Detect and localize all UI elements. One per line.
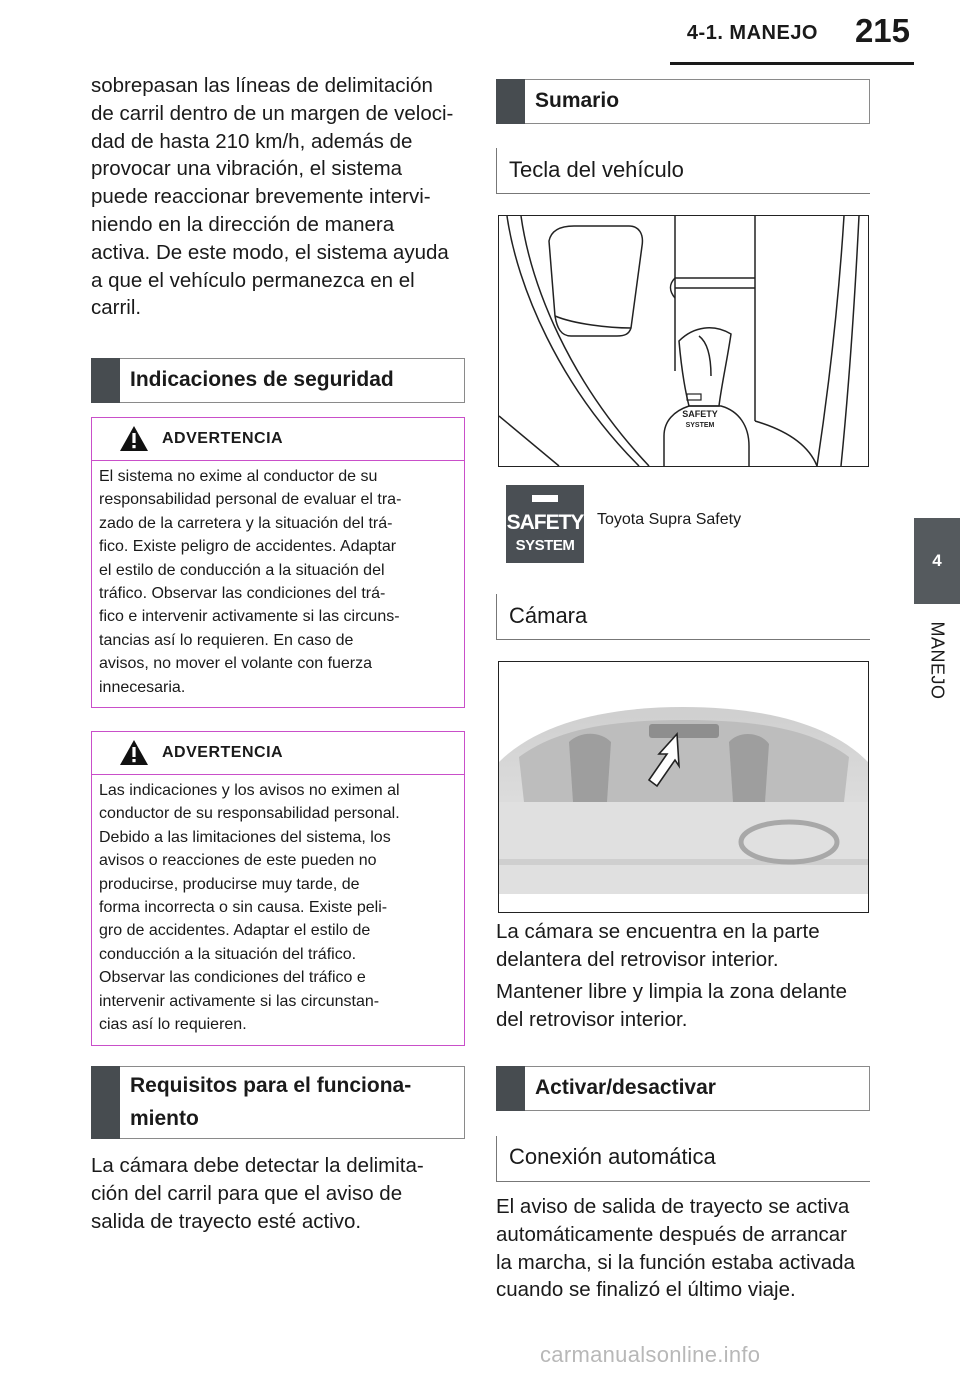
- text-line: responsabilidad personal de evaluar el tra-: [99, 491, 402, 509]
- text-line: sobrepasan las líneas de delimitación: [91, 74, 433, 97]
- subheading-camera: [496, 594, 870, 640]
- button-label-top: SAFETY: [506, 511, 584, 534]
- header-rule: [670, 62, 914, 65]
- warning-header: [92, 418, 464, 461]
- auto-connect-paragraph: [496, 1193, 876, 1304]
- text-line: Observar las condiciones del tráfico e: [99, 969, 366, 987]
- console-button-label-top: SAFETY: [682, 409, 718, 419]
- subheading-text: Tecla del vehículo: [509, 157, 684, 182]
- camera-paragraph-1: [496, 918, 876, 974]
- button-caption: Toyota Supra Safety: [597, 511, 742, 528]
- text-line: automáticamente después de arrancar: [496, 1222, 847, 1246]
- section-heading-text: Activar/desactivar: [535, 1076, 716, 1099]
- camera-paragraph-2: [496, 978, 876, 1034]
- text-line: gro de accidentes. Adaptar el estilo de: [99, 922, 371, 940]
- text-line: conducción a la situación del tráfico.: [99, 945, 357, 963]
- warning-body: [99, 465, 456, 699]
- text-line: de carril dentro de un margen de veloci-: [91, 101, 454, 125]
- subheading-auto-connect: [496, 1136, 870, 1182]
- text-line: del retrovisor interior.: [496, 1007, 688, 1031]
- button-indicator: [532, 495, 558, 502]
- text-line: zado de la carretera y la situación del trá-: [99, 514, 393, 532]
- interior-photo-drawing: [499, 662, 868, 912]
- text-line: fico. Existe peligro de accidentes. Adaptar: [99, 538, 397, 556]
- section-heading-bar: [91, 358, 120, 403]
- text-line: activa. De este modo, el sistema ayuda: [91, 240, 449, 264]
- text-line: tráfico. Observar las condiciones del trá-: [99, 585, 386, 603]
- console-drawing: [499, 216, 868, 466]
- text-line: puede reaccionar brevemente intervi-: [91, 185, 431, 209]
- console-button-label-bottom: SYSTEM: [685, 422, 715, 429]
- text-line: Debido a las limitaciones del sistema, los: [99, 828, 391, 846]
- text-line: provocar una vibración, el sistema: [91, 157, 403, 181]
- section-heading-bar: [496, 79, 525, 124]
- chapter-tab-label-text: MANEJO: [927, 620, 948, 700]
- subheading-text: Conexión automática: [509, 1144, 716, 1169]
- section-heading-bar: [496, 1066, 525, 1111]
- warning-triangle-icon: [119, 425, 149, 452]
- section-heading-safety: [91, 358, 465, 403]
- warning-title: ADVERTENCIA: [162, 430, 284, 447]
- text-line: La cámara se encuentra en la parte: [496, 920, 820, 943]
- chapter-tab-number: 4: [914, 518, 960, 604]
- text-line: cias así lo requieren.: [99, 1016, 247, 1034]
- button-label-bottom: SYSTEM: [515, 537, 575, 554]
- warning-title: ADVERTENCIA: [162, 744, 284, 761]
- text-line: niendo en la dirección de manera: [91, 212, 395, 236]
- safety-system-button-icon: [506, 485, 584, 563]
- text-line: avisos o reacciones de este pueden no: [99, 852, 377, 870]
- console-illustration: [498, 215, 869, 467]
- warning-box-2: [91, 731, 465, 1046]
- text-line: Mantener libre y limpia la zona delante: [496, 980, 847, 1003]
- warning-box-1: [91, 417, 465, 708]
- section-heading-text: Sumario: [535, 89, 620, 112]
- text-line: el estilo de conducción a la situación del: [99, 561, 385, 579]
- text-line: a que el vehículo permanezca en el: [91, 268, 415, 292]
- warning-header: [92, 732, 464, 775]
- text-line: El sistema no exime al conductor de su: [99, 468, 378, 485]
- chapter-tab-label: [914, 610, 960, 710]
- warning-body: [99, 779, 456, 1036]
- text-line: La cámara debe detectar la delimita-: [91, 1154, 424, 1177]
- watermark: carmanualsonline.info: [540, 1342, 761, 1367]
- text-line: El aviso de salida de trayecto se activa: [496, 1195, 850, 1218]
- page-number: 215: [854, 12, 910, 49]
- text-line: innecesaria.: [99, 678, 186, 696]
- text-line: conductor de su responsabilidad personal.: [99, 805, 400, 823]
- requirements-paragraph: [91, 1152, 471, 1235]
- section-heading-text: Indicaciones de seguridad: [130, 368, 394, 391]
- running-header-section: 4-1. MANEJO: [686, 22, 818, 44]
- section-heading-text: [130, 1069, 458, 1135]
- text-line: fico e intervenir activamente si las circuns-: [99, 608, 400, 626]
- text-line: delantera del retrovisor interior.: [496, 947, 779, 971]
- section-heading-activate: [496, 1066, 870, 1111]
- text-line: ción del carril para que el aviso de: [91, 1181, 403, 1205]
- text-line: Las indicaciones y los avisos no eximen al: [99, 782, 400, 799]
- text-line: salida de trayecto esté activo.: [91, 1209, 362, 1233]
- text-line: Requisitos para el funciona-: [130, 1074, 412, 1097]
- text-line: dad de hasta 210 km/h, además de: [91, 129, 413, 153]
- subheading-text: Cámara: [509, 603, 588, 628]
- text-line: avisos, no mover el volante con fuerza: [99, 655, 373, 673]
- text-line: cuando se finalizó el último viaje.: [496, 1278, 796, 1302]
- section-heading-summary: [496, 79, 870, 124]
- text-line: tancias así lo requieren. En caso de: [99, 631, 354, 649]
- intro-paragraph: [91, 72, 471, 322]
- camera-location-photo: [498, 661, 869, 913]
- text-line: carril.: [91, 296, 142, 320]
- text-line: producirse, producirse muy tarde, de: [99, 875, 360, 893]
- text-line: forma incorrecta o sin causa. Existe peli-: [99, 899, 388, 917]
- section-heading-bar: [91, 1066, 120, 1139]
- text-line: miento: [130, 1107, 199, 1130]
- subheading-vehicle-key: [496, 148, 870, 194]
- warning-triangle-icon: [119, 739, 149, 766]
- section-heading-requirements: [91, 1066, 465, 1139]
- text-line: la marcha, si la función estaba activada: [496, 1250, 855, 1274]
- text-line: intervenir activamente si las circunstan-: [99, 992, 380, 1010]
